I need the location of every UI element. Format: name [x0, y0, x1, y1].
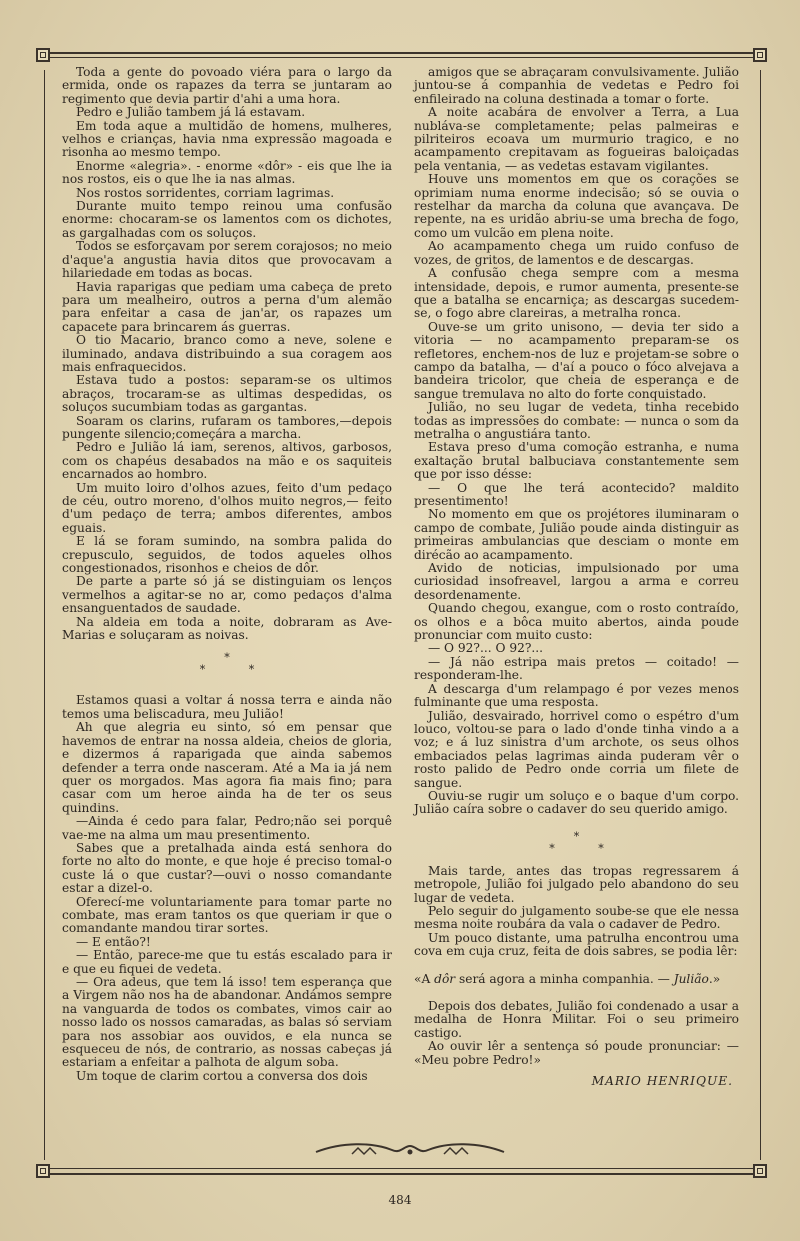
paragraph: Depois dos debates, Julião foi condenado a usar a medalha de Honra Militar. Foi o seu primeiro castigo. — [414, 999, 739, 1040]
paragraph: — Ora adeus, que tem lá isso! tem esperança que a Virgem não nos ha de abandonar. Andámos sempre na vanguarda de todos os combates, vimos cair ao nosso lado os nossos camaradas, as balas só serviam para nos assobiar aos ouvidos, e ela nunca se esqueceu de nós, de contrario, as nossas cabeças já estariam a enfeitar a palhota de algum soba. — [62, 975, 392, 1070]
stars-top: * — [573, 829, 580, 843]
paragraph: Ah que alegria eu sinto, só em pensar que havemos de entrar na nossa aldeia, cheios de gloria, e dizermos á raparigada que ainda sabemos defender a terra onde nasceram. Até a Ma ia já nem quer os morgados. Mas agora fia mais fino; para casar com um heroe ainda ha de ter os seus quindins. — [62, 720, 392, 815]
left-column-section-1 — [62, 66, 392, 642]
decorative-flourish — [312, 1138, 508, 1162]
epitaph-dor: dôr — [434, 971, 456, 986]
paragraph: Ouviu-se rugir um soluço e o baque d'um corpo. Julião caíra sobre o cadaver do seu querido amigo. — [414, 788, 739, 817]
paragraph: — O 92?... O 92?... — [428, 641, 543, 656]
paragraph: A noite acabára de envolver a Terra, a Lua nubláva-se completamente; pelas palmeiras e pilriteiros ecoava um murmurio tragico, e no acampamento crepitavam as fogueiras baloiçadas pela ventania, — as vedetas estavam vigilantes. — [414, 105, 739, 173]
paragraph: amigos que se abraçaram convulsivamente. Julião juntou-se á companhia de vedetas e Pedro foi enfileirado na coluna destinada a tomar o forte. — [414, 65, 739, 106]
paragraph: Julião, desvairado, horrivel como o espétro d'um louco, voltou-se para o lado d'onde tinha vindo a a voz; e á luz sinistra d'um archote, os seus olhos embaciados pelas lagrimas ainda puderam vêr o rosto palido de Pedro onde corria um filete de sangue. — [414, 708, 739, 790]
paragraph: Um pouco distante, uma patrulha encontrou uma cova em cuja cruz, feita de dois sabres, se podia lêr: — [414, 930, 739, 959]
page-number: 484 — [388, 1193, 412, 1207]
right-column-section-2 — [414, 865, 739, 959]
paragraph: Julião, no seu lugar de vedeta, tinha recebido todas as impressões do combate: — nunca o som da metralha o angustiára tanto. — [414, 400, 739, 441]
left-column-section-2 — [62, 694, 392, 1083]
top-rule — [46, 52, 758, 54]
paragraph: Em toda aque a multidão de homens, mulheres, velhos e crianças, havia nma expressão magoada e risonha ao mesmo tempo. — [62, 118, 392, 160]
paragraph: —Ainda é cedo para falar, Pedro;não sei porquê vae-me na alma um mau presentimento. — [62, 814, 392, 842]
paragraph: Mais tarde, antes das tropas regressarem á metropole, Julião foi julgado pelo abandono do seu lugar de vedeta. — [414, 863, 739, 905]
paragraph: — Já não estripa mais pretos — coitado! — responderam-lhe. — [414, 654, 739, 683]
paragraph: Toda a gente do povoado viéra para o largo da ermida, onde os rapazes da terra se juntaram ao regimento que devia partir d'ahi a uma hora. — [62, 65, 392, 106]
paragraph: Estava preso d'uma comoção estranha, e numa exaltação brutal balbuciava constantemente sem que por isso désse: — [414, 440, 739, 482]
section-break-stars-right — [414, 831, 739, 855]
paragraph: No momento em que os projétores iluminaram o campo de combate, Julião poude ainda distinguir as primeiras ambulancias que desciam o monte em dirécão ao acampamento. — [414, 507, 739, 562]
paragraph: O tio Macario, branco como a neve, solene e iluminado, andava distribuindo a sua coragem aos mais enfraquecidos. — [62, 333, 392, 374]
corner-ornament-bottom-right — [753, 1164, 767, 1178]
paragraph: Todos se esforçavam por serem corajosos; no meio d'aque'a angustia havia ditos que provocavam a hilariedade em todas as bocas. — [62, 239, 392, 281]
top-rule-inner — [46, 57, 758, 58]
right-column-section-1 — [414, 66, 739, 817]
paragraph: De parte a parte só já se distinguiam os lenços vermelhos a agitar-se no ar, como pedaços d'alma ensanguentados de saudade. — [62, 574, 392, 616]
bottom-rule — [46, 1173, 758, 1175]
paragraph: Houve uns momentos em que os corações se oprimiam numa enorme indecisão; só se ouvia o restelhar da marcha da coluna que avançava. De repente, na es uridão abriu-se uma brecha de fogo, como um vulcão em plena noite. — [414, 172, 739, 240]
paragraph: Pedro e Julião tambem já lá estavam. — [76, 105, 306, 120]
paragraph: Na aldeia em toda a noite, dobraram as Ave-Marias e soluçaram as noivas. — [62, 614, 392, 643]
paragraph: Ao acampamento chega um ruido confuso de vozes, de gritos, de lamentos e de descargas. — [414, 239, 739, 267]
right-rule — [760, 70, 761, 1160]
paragraph: — O que lhe terá acontecido? maldito presentimento! — [414, 480, 739, 508]
left-rule — [44, 70, 45, 1160]
corner-ornament-bottom-left — [36, 1164, 50, 1178]
epitaph-name: Julião — [673, 971, 709, 986]
paragraph: Oferecí-me voluntariamente para tomar parte no combate, mas eram tantos os que queriam ir que o comandante mandou tirar sortes. — [62, 894, 392, 936]
paragraph: Ouve-se um grito unisono, — devia ter sido a vitoria — no acampamento preparam-se os refletores, enchem-nos de luz e projetam-se sobre o campo da batalha, — d'aí a pouco o fóco alvejava a bandeira tricolor, que cheia de esperança e de sangue tremulava no alto do forte conquistado. — [414, 319, 739, 401]
paragraph: Estamos quasi a voltar á nossa terra e ainda não temos uma beliscadura, meu Julião! — [62, 693, 392, 721]
bottom-rule-inner — [46, 1168, 758, 1169]
epitaph — [414, 973, 739, 986]
paragraph: Um toque de clarim cortou a conversa dos dois — [76, 1068, 368, 1083]
stars-bottom: * * — [549, 841, 604, 855]
epitaph-middle: será agora a minha companhia. — — [458, 971, 670, 986]
paragraph: Havia raparigas que pediam uma cabeça de preto para um mealheiro, outros a perna d'um alemão para enfeitar a casa de jan'ar, os rapazes um capacete para brincarem ás guerras. — [62, 279, 392, 334]
paragraph: — Então, parece-me que tu estás escalado para ir e que eu fiquei de vedeta. — [62, 948, 392, 976]
right-column-section-3 — [414, 1000, 739, 1067]
paragraph: A confusão chega sempre com a mesma intensidade, depois, e rumor aumenta, presente-se que a batalha se encarniça; as descargas sucedem-se, o fogo abre clareiras, a metralha ronca. — [414, 266, 739, 321]
paragraph: Sabes que a pretalhada ainda está senhora do forte no alto do monte, e que hoje é preciso tomal-o custe lá o que custar?—ouvi o nosso comandante estar a dizel-o. — [62, 840, 392, 896]
paragraph: Soaram os clarins, rufaram os tambores,—depois pungente silencio;começára a marcha. — [62, 413, 392, 441]
author-signature: MARIO HENRIQUE. — [591, 1074, 733, 1089]
epitaph-open: «A — [414, 971, 431, 986]
paragraph: Nos rostos sorridentes, corriam lagrimas. — [76, 185, 335, 200]
paragraph: Ao ouvir lêr a sentença só poude pronunciar: — «Meu pobre Pedro!» — [414, 1039, 739, 1067]
corner-ornament-top-right — [753, 48, 767, 62]
corner-ornament-top-left — [36, 48, 50, 62]
paragraph: Pedro e Julião lá iam, serenos, altivos, garbosos, com os chapéus desabados na mão e os saquiteis encarnados ao hombro. — [62, 440, 392, 482]
stars-bottom: * * — [199, 663, 255, 677]
left-column — [62, 66, 392, 1083]
paragraph: Enorme «alegria». - enorme «dôr» - eis que lhe ia nos rostos, eis o que lhe ia nas almas. — [62, 158, 392, 187]
paragraph: Estava tudo a postos: separam-se os ultimos abraços, trocaram-se as ultimas despedidas, os soluços sucumbiam todas as gargantas. — [62, 373, 392, 415]
paragraph: Pelo seguir do julgamento soube-se que ele nessa mesma noite roubára da vala o cadaver de Pedro. — [414, 903, 739, 932]
stars-top: * — [224, 651, 230, 665]
paragraph: — E então?! — [76, 934, 151, 949]
paragraph: Um muito loiro d'olhos azues, feito d'um pedaço de céu, outro moreno, d'olhos muito negros,— feito d'um pedaço de terra; ambos diferentes, ambos eguais. — [62, 480, 392, 535]
paragraph: Avido de noticias, impulsionado por uma curiosidad insofreavel, largou a arma e correu desordenamente. — [414, 561, 739, 602]
right-column — [414, 66, 739, 1088]
paragraph: E lá se foram sumindo, na sombra palida do crepusculo, seguidos, de todos aqueles olhos congestionados, risonhos e cheios de dôr. — [62, 534, 392, 576]
section-break-stars — [62, 652, 392, 676]
paragraph: Quando chegou, exangue, com o rosto contraído, os olhos e a bôca muito abertos, ainda poude pronunciar com muito custo: — [414, 601, 739, 643]
paragraph: A descarga d'um relampago é por vezes menos fulminante que uma resposta. — [414, 681, 739, 710]
paragraph: Durante muito tempo reinou uma confusão enorme: chocaram-se os lamentos com os dichotes, as gargalhadas com os soluços. — [62, 199, 392, 240]
epitaph-close: .» — [708, 971, 721, 986]
